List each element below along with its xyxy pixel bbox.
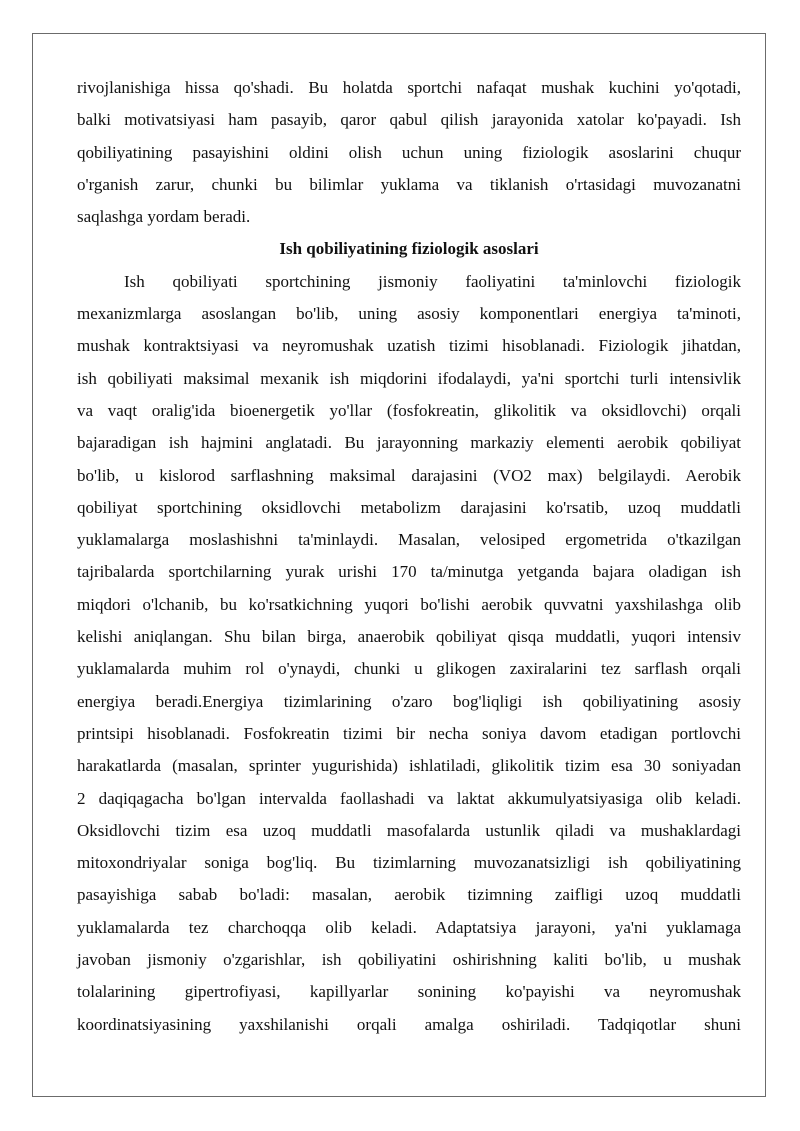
text-line: Oksidlovchi tizim esa uzoq muddatli masofalarda ustunlik qiladi va mushaklardagi bbox=[77, 820, 741, 840]
section-heading: Ish qobiliyatining fiziologik asoslari bbox=[279, 239, 539, 259]
text-line: miqdori o'lchanib, bu ko'rsatkichning yuqori bo'lishi aerobik quvvatni yaxshilashga olib bbox=[77, 594, 741, 614]
text-line: Ish qobiliyati sportchining jismoniy faoliyatini ta'minlovchi fiziologik bbox=[124, 271, 741, 291]
paragraph-main bbox=[77, 266, 741, 1041]
text-line: tolalarining gipertrofiyasi, kapillyarlar sonining ko'payishi va neyromushak bbox=[77, 982, 741, 1002]
text-line: qobiliyatining pasayishini oldini olish uchun uning fiziologik asoslarini chuqur bbox=[77, 142, 741, 162]
text-line: qobiliyat sportchining oksidlovchi metabolizm darajasini ko'rsatib, uzoq muddatli bbox=[77, 497, 741, 517]
text-line: energiya beradi.Energiya tizimlarining o'zaro bog'liqligi ish qobiliyatining asosiy bbox=[77, 691, 741, 711]
text-line: saqlashga yordam beradi. bbox=[77, 207, 251, 227]
text-line: mexanizmlarga asoslangan bo'lib, uning asosiy komponentlari energiya ta'minoti, bbox=[77, 304, 741, 324]
text-line: tajribalarda sportchilarning yurak urishi 170 ta/minutga yetganda bajara oladigan ish bbox=[77, 562, 741, 582]
text-line: mitoxondriyalar soniga bog'liq. Bu tizimlarning muvozanatsizligi ish qobiliyatining bbox=[77, 853, 741, 873]
text-line: bajaradigan ish hajmini anglatadi. Bu jarayonning markaziy elementi aerobik qobiliyat bbox=[77, 433, 741, 453]
text-line: balki motivatsiyasi ham pasayib, qaror qabul qilish jarayonida xatolar ko'payadi. Ish bbox=[77, 110, 741, 130]
text-line: mushak kontraktsiyasi va neyromushak uzatish tizimi hisoblanadi. Fiziologik jihatdan, bbox=[77, 336, 741, 356]
text-line: harakatlarda (masalan, sprinter yugurishida) ishlatiladi, glikolitik tizim esa 30 soniyadan bbox=[77, 756, 741, 776]
text-line: rivojlanishiga hissa qo'shadi. Bu holatda sportchi nafaqat mushak kuchini yo'qotadi, bbox=[77, 78, 741, 97]
text-line: printsipi hisoblanadi. Fosfokreatin tizimi bir necha soniya davom etadigan portlovchi bbox=[77, 723, 741, 743]
text-line: va vaqt oralig'ida bioenergetik yo'llar (fosfokreatin, glikolitik va oksidlovchi) orqali bbox=[77, 400, 741, 420]
text-line: koordinatsiyasining yaxshilanishi orqali amalga oshiriladi. Tadqiqotlar shuni bbox=[77, 1014, 741, 1034]
text-line: 2 daqiqagacha bo'lgan intervalda faollashadi va laktat akkumulyatsiyasiga olib keladi. bbox=[77, 788, 741, 808]
text-line: kelishi aniqlangan. Shu bilan birga, anaerobik qobiliyat qisqa muddatli, yuqori intensiv bbox=[77, 627, 741, 647]
text-line: o'rganish zarur, chunki bu bilimlar yuklama va tiklanish o'rtasidagi muvozanatni bbox=[77, 174, 741, 194]
document-body bbox=[77, 72, 741, 1041]
paragraph-intro bbox=[77, 72, 741, 233]
text-line: yuklamalarga moslashishni ta'minlaydi. Masalan, velosiped ergometrida o'tkazilgan bbox=[77, 530, 741, 550]
text-line: pasayishiga sabab bo'ladi: masalan, aerobik tizimning zaifligi uzoq muddatli bbox=[77, 885, 741, 905]
text-line: yuklamalarda muhim rol o'ynaydi, chunki u glikogen zaxiralarini tez sarflash orqali bbox=[77, 659, 741, 679]
text-line: ish qobiliyati maksimal mexanik ish miqdorini ifodalaydi, ya'ni sportchi turli intensivlik bbox=[77, 368, 741, 388]
text-line: bo'lib, u kislorod sarflashning maksimal darajasini (VO2 max) belgilaydi. Aerobik bbox=[77, 465, 741, 485]
text-line: yuklamalarda tez charchoqqa olib keladi. Adaptatsiya jarayoni, ya'ni yuklamaga bbox=[77, 917, 741, 937]
text-line: javoban jismoniy o'zgarishlar, ish qobiliyatini oshirishning kaliti bo'lib, u mushak bbox=[77, 950, 741, 970]
